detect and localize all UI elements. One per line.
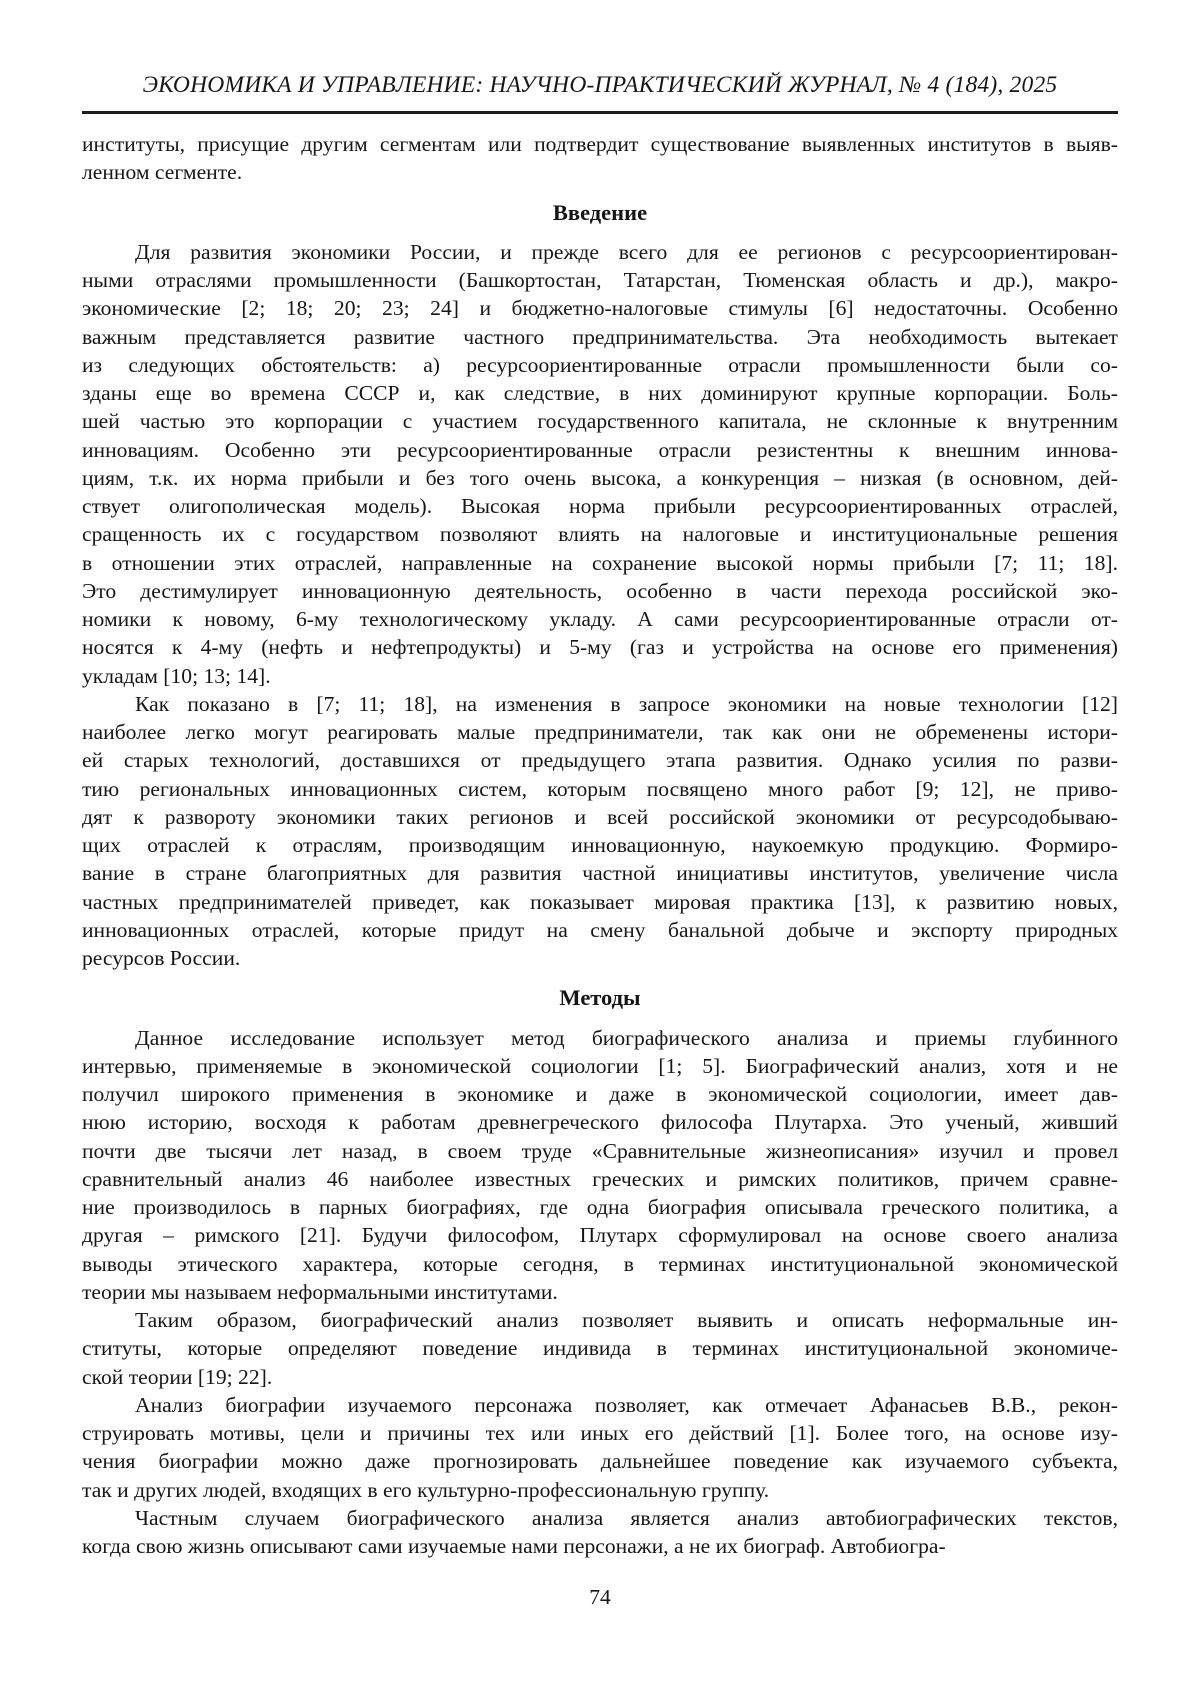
text-line: чения биографии можно даже прогнозировать дальнейшее поведение как изучаемого субъекта, (82, 1449, 1118, 1474)
text-line: зданы еще во времена СССР и, как следствие, в них доминируют крупные корпорации. Боль- (82, 381, 1118, 405)
paragraph (82, 1024, 1118, 1307)
paragraph (82, 690, 1118, 973)
text-line: интервью, применяемые в экономической социологии [1; 5]. Биографический анализ, хотя и не (82, 1053, 1118, 1078)
text-line: другая – римского [21]. Будучи философом, Плутарх сформулировал на основе своего анализа (82, 1223, 1118, 1248)
page-number: 74 (589, 1585, 611, 1609)
text-line: экономические [2; 18; 20; 23; 24] и бюджетно-налоговые стимулы [6] недостаточны. Особенно (82, 296, 1118, 321)
article-body (82, 130, 1118, 1560)
section-heading: Введение (552, 199, 648, 225)
text-line: Данное исследование использует метод биографического анализа и приемы глубинного (135, 1025, 1118, 1050)
text-line: сращенность их с государством позволяют влиять на налоговые и институциональные решения (82, 522, 1118, 547)
text-line: нюю историю, восходя к работам древнегреческого философа Плутарха. Это ученый, живший (82, 1110, 1118, 1135)
text-line: носятся к 4-му (нефть и нефтепродукты) и 5-му (газ и устройства на основе его применения) (82, 635, 1118, 660)
paragraph (82, 1391, 1118, 1504)
text-line: теории мы называем неформальными институтами. (82, 1279, 558, 1304)
text-line: Анализ биографии изучаемого персонажа позволяет, как отмечает Афанасьев В.В., рекон- (135, 1392, 1118, 1417)
text-line: Как показано в [7; 11; 18], на изменения в запросе экономики на новые технологии [12] (135, 691, 1118, 716)
text-line: ленном сегменте. (82, 160, 243, 185)
text-line: частных предпринимателей приведет, как показывает мировая практика [13], к развитию новых, (82, 889, 1118, 914)
text-line: ей старых технологий, доставшихся от предыдущего этапа развития. Однако усилия по разви- (82, 748, 1118, 773)
text-line: важным представляется развитие частного предпринимательства. Эта необходимость вытекает (82, 324, 1118, 349)
text-line: струировать мотивы, цели и причины тех или иных его действий [1]. Более того, на основе изу- (82, 1421, 1118, 1445)
text-line: Частным случаем биографического анализа является анализ автобиографических текстов, (135, 1505, 1118, 1530)
text-line: тию региональных инновационных систем, которым посвящено много работ [9; 12], не приво- (82, 776, 1118, 801)
text-line: ресурсов России. (82, 946, 241, 970)
text-line: ствует олигополическая модель). Высокая норма прибыли ресурсоориентированных отраслей, (82, 494, 1118, 518)
text-line: Это дестимулирует инновационную деятельность, особенно в части перехода российской эко- (82, 578, 1118, 603)
text-line: почти две тысячи лет назад, в своем труде «Сравнительные жизнеописания» изучил и провел (82, 1138, 1118, 1163)
text-line: Таким образом, биографический анализ позволяет выявить и описать неформальные ин- (135, 1308, 1118, 1332)
text-line: получил широкого применения в экономике и даже в экономической социологии, имеет дав- (82, 1082, 1118, 1106)
text-line: дят к развороту экономики таких регионов и всей российской экономики от ресурсодобываю- (82, 804, 1118, 829)
journal-page (82, 72, 1118, 1560)
text-line: укладам [10; 13; 14]. (82, 663, 271, 688)
text-line: когда свою жизнь описывают сами изучаемые нами персонажи, а не их биограф. Автобиогра- (82, 1534, 946, 1558)
text-line: Для развития экономики России, и прежде всего для ее регионов с ресурсоориентирован- (135, 239, 1118, 264)
text-line: ской теории [19; 22]. (82, 1364, 273, 1389)
paragraph (82, 238, 1118, 690)
text-line: инновациям. Особенно эти ресурсоориентированные отрасли резистентны к внешним иннова- (82, 437, 1118, 462)
paragraph (82, 130, 1118, 187)
journal-running-header: ЭКОНОМИКА И УПРАВЛЕНИЕ: НАУЧНО-ПРАКТИЧЕСКИЙ ЖУРНАЛ, № 4 (184), 2025 (142, 72, 1058, 98)
section-heading: Методы (559, 985, 641, 1011)
text-line: в отношении этих отраслей, направленные на сохранение высокой нормы прибыли [7; 11; 18]. (82, 550, 1118, 575)
text-line: из следующих обстоятельств: а) ресурсоориентированные отрасли промышленности были со- (82, 352, 1118, 377)
header-rule (82, 111, 1118, 114)
text-line: инновационных отраслей, которые придут на смену банальной добыче и экспорту природных (82, 917, 1118, 942)
text-line: циям, т.к. их норма прибыли и без того очень высока, а конкуренция – низкая (в основном, дей- (82, 465, 1118, 490)
text-line: щих отраслей к отраслям, производящим инновационную, наукоемкую продукцию. Формиро- (82, 833, 1118, 857)
paragraph (82, 1504, 1118, 1561)
text-line: шей частью это корпорации с участием государственного капитала, не склонные к внутренним (82, 409, 1118, 434)
text-line: институты, присущие другим сегментам или подтвердит существование выявленных институтов в выяв- (82, 132, 1118, 156)
text-line: ние производилось в парных биографиях, где одна биография описывала греческого политика, а (82, 1195, 1118, 1219)
text-line: ституты, которые определяют поведение индивида в терминах институциональной экономиче- (82, 1336, 1118, 1361)
paragraph (82, 1306, 1118, 1391)
text-line: ными отраслями промышленности (Башкортостан, Татарстан, Тюменская область и др.), макро- (82, 268, 1118, 292)
text-line: номики к новому, 6-му технологическому укладу. А сами ресурсоориентированные отрасли от- (82, 607, 1118, 631)
text-line: сравнительный анализ 46 наиболее известных греческих и римских политиков, причем сравне- (82, 1166, 1118, 1191)
text-line: вание в стране благоприятных для развития частной инициативы институтов, увеличение числа (82, 861, 1118, 886)
text-line: выводы этического характера, которые сегодня, в терминах институциональной экономической (82, 1251, 1118, 1276)
text-line: наиболее легко могут реагировать малые предприниматели, так как они не обременены истори- (82, 720, 1118, 744)
text-line: так и других людей, входящих в его культурно-профессиональную группу. (82, 1477, 770, 1502)
